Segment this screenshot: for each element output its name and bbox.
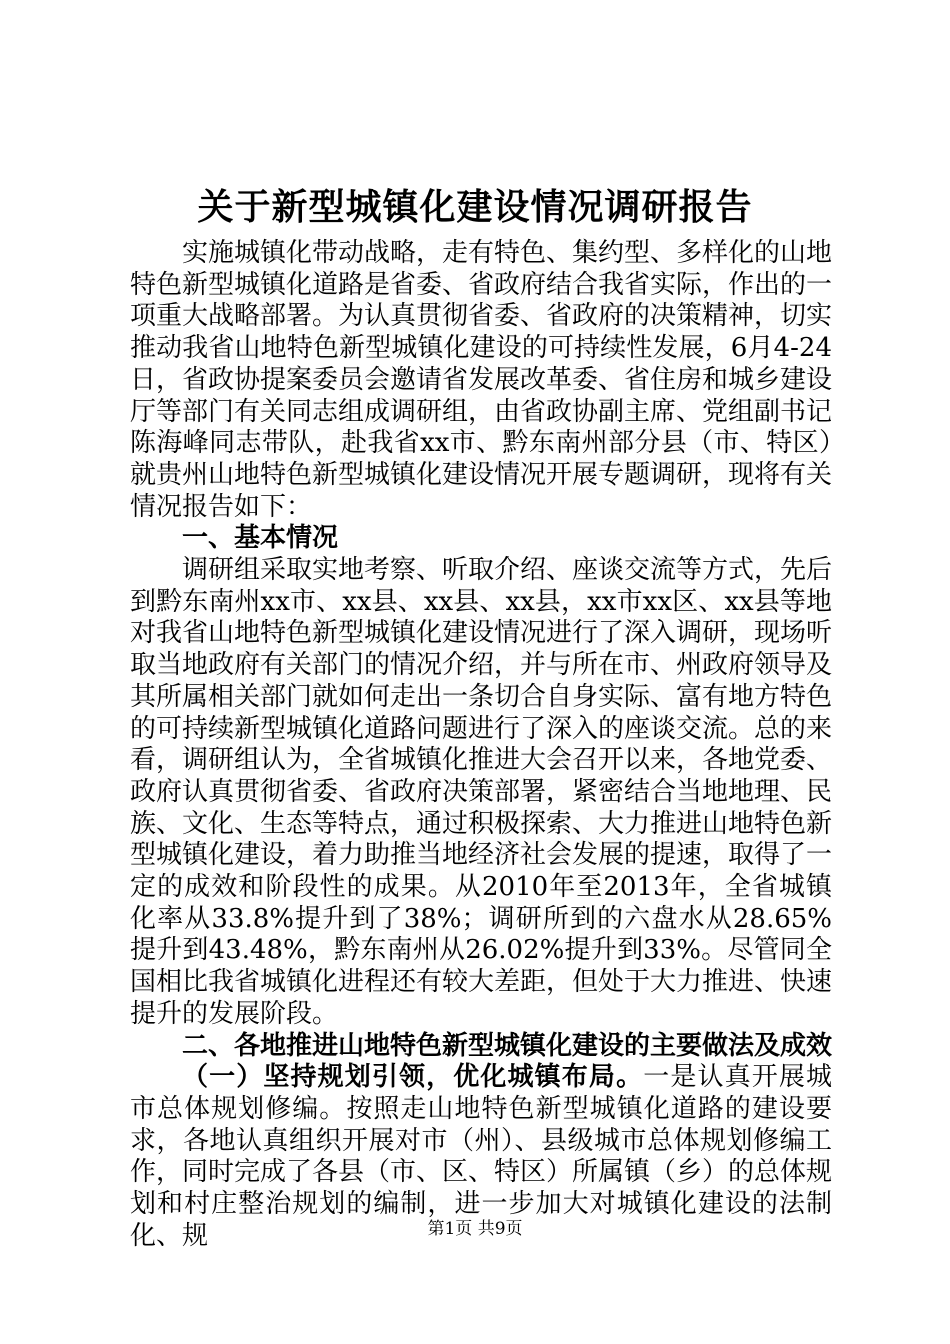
document-body (130, 238, 832, 1253)
intro-paragraph: 实施城镇化带动战略，走有特色、集约型、多样化的山地特色新型城镇化道路是省委、省政府结合我省实际，作出的一项重大战略部署。为认真贯彻省委、省政府的决策精神，切实推动我省山地特色新型城镇化建设的可持续性发展，6月4-24日，省政协提案委员会邀请省发展改革委、省住房和城乡建设厅等部门有关同志组成调研组，由省政协副主席、党组副书记陈海峰同志带队，赴我省xx市、黔东南州部分县（市、特区）就贵州山地特色新型城镇化建设情况开展专题调研，现将有关情况报告如下： (130, 238, 833, 522)
document-title: 关于新型城镇化建设情况调研报告 (197, 187, 753, 228)
section-heading-basic-situation: 一、基本情况 (182, 523, 339, 554)
subsection-lead-planning: （一）坚持规划引领，优化城镇布局。 (182, 1062, 644, 1093)
basic-situation-paragraph: 调研组采取实地考察、听取介绍、座谈交流等方式，先后到黔东南州xx市、xx县、xx县、xx县，xx市xx区、xx县等地对我省山地特色新型城镇化建设情况进行了深入调研，现场听取当地政府有关部门的情况介绍，并与所在市、州政府领导及其所属相关部门就如何走出一条切合自身实际、富有地方特色的可持续新型城镇化道路问题进行了深入的座谈交流。总的来看，调研组认为，全省城镇化推进大会召开以来，各地党委、政府认真贯彻省委、省政府决策部署，紧密结合当地地理、民族、文化、生态等特点，通过积极探索、大力推进山地特色新型城镇化建设，着力助推当地经济社会发展的提速，取得了一定的成效和阶段性的成果。从2010年至2013年，全省城镇化率从33.8%提升到了38%；调研所到的六盘水从28.65%提升到43.48%，黔东南州从26.02%提升到33%。尽管同全国相比我省城镇化进程还有较大差距，但处于大力推进、快速提升的发展阶段。 (130, 555, 833, 1029)
planning-paragraph-text: 一是认真开展城市总体规划修编。按照走山地特色新型城镇化道路的建设要求，各地认真组织开展对市（州）、县级城市总体规划修编工作，同时完成了各县（市、区、特区）所属镇（乡）的总体规划和村庄整治规划的编制，进一步加大对城镇化建设的法制化、规 (130, 1062, 833, 1251)
page-footer: 第1页 共9页 (427, 1219, 523, 1239)
section-heading-main-practices: 二、各地推进山地特色新型城镇化建设的主要做法及成效 (182, 1030, 833, 1061)
